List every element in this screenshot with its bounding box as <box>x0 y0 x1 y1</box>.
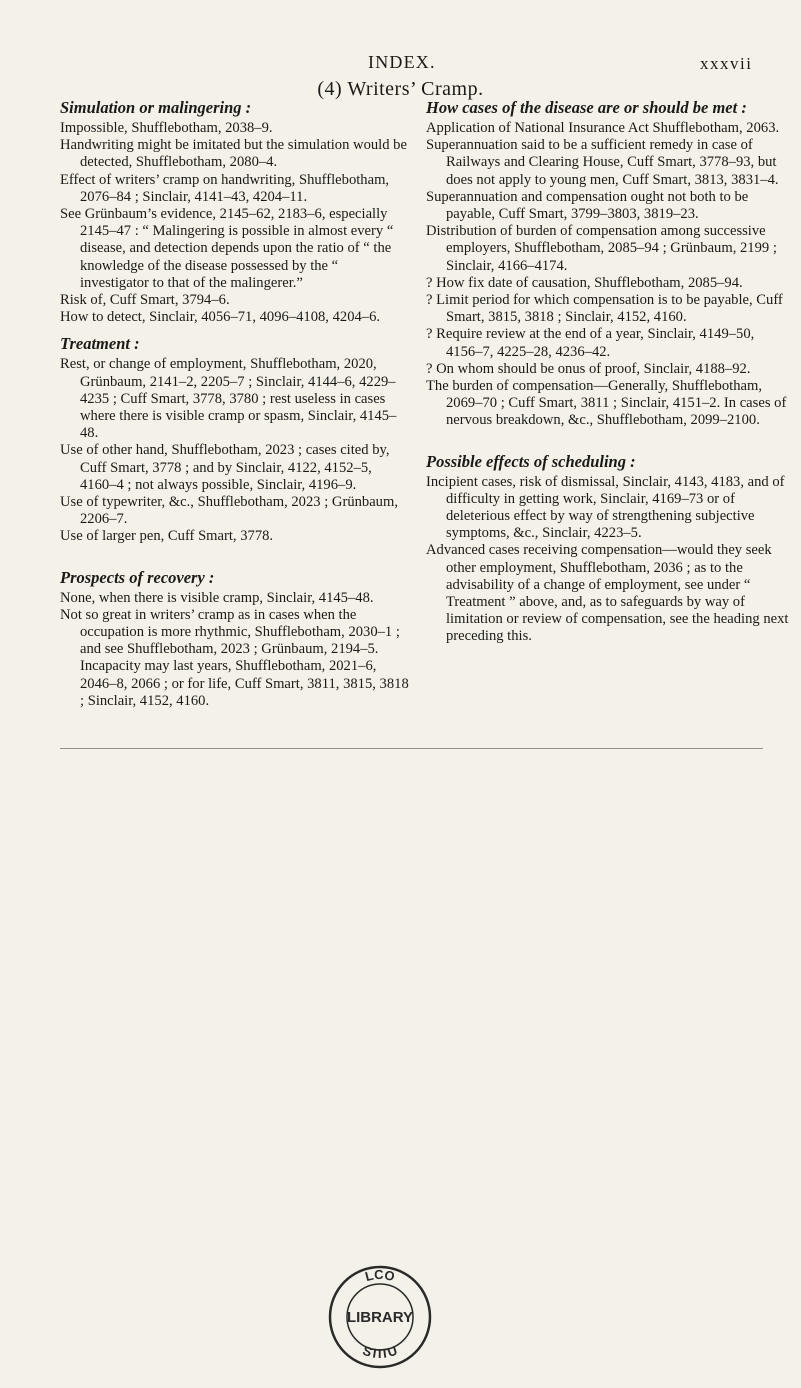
section-heading: Possible effects of scheduling : <box>426 451 636 471</box>
index-entry: ? On whom should be onus of proof, Sinclair, 4188–92. <box>426 360 751 377</box>
index-entry: See Grünbaum’s evidence, 2145–62, 2183–6, especially 2145–47 : “ Malingering is possible in almost every “ disease, and detection depends upon the ratio of “ the knowledge of the disease possessed by the “ investigator to that of the malingerer.” <box>60 206 394 291</box>
index-entry: ? Limit period for which compensation is to be payable, Cuff Smart, 3815, 3818 ; Sinclair, 4152, 4160. <box>426 292 783 326</box>
running-header: INDEX. <box>368 52 436 72</box>
index-entry: None, when there is visible cramp, Sinclair, 4145–48. <box>60 589 374 606</box>
section-heading: How cases of the disease are or should be met : <box>426 98 747 117</box>
library-stamp <box>325 1262 435 1372</box>
stamp-label: LIBRARY <box>346 1309 414 1326</box>
index-entry: How to detect, Sinclair, 4056–71, 4096–4108, 4204–6. <box>60 309 381 326</box>
index-entry: Use of other hand, Shufflebotham, 2023 ; cases cited by, Cuff Smart, 3778 ; and by Sinclair, 4122, 4152–5, 4160–4 ; not always possible, Sinclair, 4196–9. <box>60 442 390 493</box>
svg-text:LCO <box>363 1267 396 1284</box>
section-heading: Prospects of recovery : <box>60 567 215 587</box>
left-column <box>60 98 410 710</box>
right-column <box>426 98 790 646</box>
index-entry: ? Require review at the end of a year, Sinclair, 4149–50, 4156–7, 4225–28, 4236–42. <box>426 326 755 360</box>
section-heading: Simulation or malingering : <box>60 98 252 117</box>
stamp-ring-top: LCO <box>363 1266 397 1285</box>
index-entry: Handwriting might be imitated but the simulation would be detected, Shufflebotham, 2080–4. <box>60 137 407 171</box>
page-divider <box>60 748 763 749</box>
index-entry: Distribution of burden of compensation among successive employers, Shufflebotham, 2085–94 ; Grünbaum, 2199 ; Sinclair, 4166–4174. <box>426 223 777 274</box>
page-number: xxxvii <box>700 54 753 73</box>
index-entry: Effect of writers’ cramp on handwriting, Shufflebotham, 2076–84 ; Sinclair, 4141–43, 4204–11. <box>60 171 390 205</box>
section-title: (4) Writers’ Cramp. <box>317 78 484 100</box>
index-entry: Application of National Insurance Act Shufflebotham, 2063. <box>426 120 780 136</box>
index-entry: Superannuation and compensation ought not both to be payable, Cuff Smart, 3799–3803, 3819–23. <box>426 188 749 223</box>
index-entry: Use of larger pen, Cuff Smart, 3778. <box>60 528 274 545</box>
index-entry: Rest, or change of employment, Shufflebotham, 2020, Grünbaum, 2141–2, 2205–7 ; Sinclair, 4144–6, 4229–4235 ; Cuff Smart, 3778, 3780 ; rest useless in cases where there is visible cramp or spasm, Sinclair, 4145–48. <box>60 356 397 442</box>
index-entry: Not so great in writers’ cramp as in cases when the occupation is more rhythmic, Shufflebotham, 2030–1 ; and see Shufflebotham, 2023 ; Grünbaum, 2194–5. Incapacity may last years, Shufflebotham, 2021–6, 2046–8, 2066 ; or for life, Cuff Smart, 3811, 3815, 3818 ; Sinclair, 4152, 4160. <box>60 606 409 709</box>
index-entry: Advanced cases receiving compensation—would they seek other employment, Shufflebotham, 2036 ; as to the advisability of a change of employment, see under “ Treatment ” above, and, as to safeguards by way of limitation or review of compensation, see the heading next preceding this. <box>426 542 789 645</box>
index-entry: Use of typewriter, &c., Shufflebotham, 2023 ; Grünbaum, 2206–7. <box>60 494 398 528</box>
section-heading: Treatment : <box>60 334 140 354</box>
index-entry: Incipient cases, risk of dismissal, Sinclair, 4143, 4183, and of difficulty in getting work, Sinclair, 4169–73 or of deleterious effect by way of strengthening subjective symptoms, &c., Sinclair, 4223–5. <box>426 473 785 542</box>
index-entry: Risk of, Cuff Smart, 3794–6. <box>60 292 230 309</box>
index-entry: ? How fix date of causation, Shufflebotham, 2085–94. <box>426 274 743 291</box>
svg-text:STITU <box>361 1343 400 1361</box>
index-entry: Superannuation said to be a sufficient remedy in case of Railways and Clearing House, Cuff Smart, 3778–93, but does not apply to young men, Cuff Smart, 3813, 3831–4. <box>426 137 779 188</box>
stamp-ring-bottom: STITU <box>360 1342 400 1362</box>
index-entry: Impossible, Shufflebotham, 2038–9. <box>60 120 273 136</box>
index-entry: The burden of compensation—Generally, Shufflebotham, 2069–70 ; Cuff Smart, 3811 ; Sinclair, 4151–2. In cases of nervous breakdown, &c., Shufflebotham, 2099–2100. <box>426 378 787 429</box>
